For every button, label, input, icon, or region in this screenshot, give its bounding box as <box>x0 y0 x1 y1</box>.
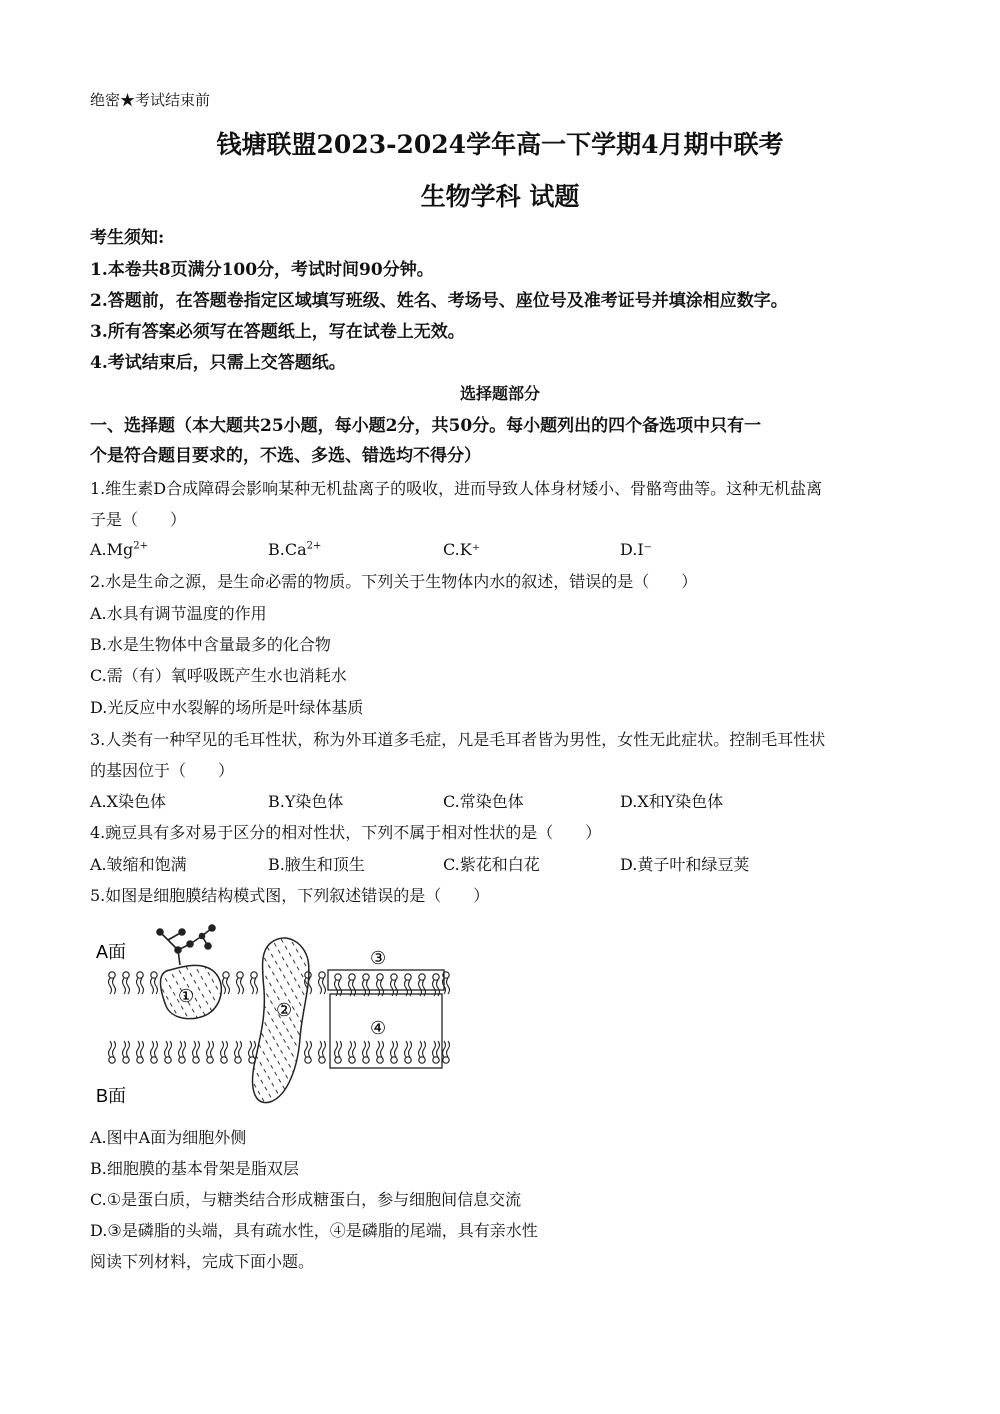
q1-stem-2: 子是（ ） <box>90 510 187 529</box>
mark-2: ② <box>276 1000 293 1021</box>
reading-prompt: 阅读下列材料，完成下面小题。 <box>90 1252 315 1271</box>
glycoprotein-chain <box>157 925 215 965</box>
q3-option-b: B.Y染色体 <box>268 792 344 811</box>
q2-option-a: A.水具有调节温度的作用 <box>90 604 267 623</box>
mark-3: ③ <box>370 948 387 969</box>
cell-membrane-figure <box>90 920 470 1110</box>
q1-option-a: $A.Mg^{2+}$ <box>90 540 149 559</box>
section-instructions-2: 个是符合题目要求的，不选、多选、错选均不得分） <box>90 446 481 466</box>
q5-option-c: C.①是蛋白质，与糖类结合形成糖蛋白，参与细胞间信息交流 <box>90 1190 522 1209</box>
q3-stem-2: 的基因位于（ ） <box>90 761 235 780</box>
notice-item-3: 3.所有答案必须写在答题纸上，写在试卷上无效。 <box>90 322 465 342</box>
exam-title: 钱塘联盟2023-2024学年高一下学期4月期中联考 <box>216 130 784 159</box>
secret-label: 绝密★考试结束前 <box>90 91 211 109</box>
mark-4: ④ <box>370 1018 387 1039</box>
q1-option-d: D.I⁻ <box>620 540 653 559</box>
notice-item-4: 4.考试结束后，只需上交答题纸。 <box>90 353 346 373</box>
q1-option-c: C.K⁺ <box>443 540 481 559</box>
q4-stem: 4.豌豆具有多对易于区分的相对性状，下列不属于相对性状的是（ ） <box>90 823 602 842</box>
mark-1: ① <box>178 986 195 1007</box>
notice-heading: 考生须知: <box>90 228 165 248</box>
exam-subtitle: 生物学科 试题 <box>420 182 580 211</box>
section-instructions-1: 一、选择题（本大题共25小题，每小题2分，共50分。每小题列出的四个备选项中只有一 <box>90 416 762 436</box>
q4-option-b: B.腋生和顶生 <box>268 855 365 874</box>
q2-option-c: C.需（有）氧呼吸既产生水也消耗水 <box>90 666 347 685</box>
label-b-side: B面 <box>96 1086 127 1106</box>
q4-option-a: A.皱缩和饱满 <box>90 855 187 874</box>
q2-option-b: B.水是生物体中含量最多的化合物 <box>90 635 331 654</box>
notice-item-1: 1.本卷共8页满分100分，考试时间90分钟。 <box>90 260 434 280</box>
q5-option-b: B.细胞膜的基本骨架是脂双层 <box>90 1159 299 1178</box>
q1-option-b: $B.Ca^{2+}$ <box>268 540 322 559</box>
q2-stem: 2.水是生命之源，是生命必需的物质。下列关于生物体内水的叙述，错误的是（ ） <box>90 572 698 591</box>
notice-item-2: 2.答题前，在答题卷指定区域填写班级、姓名、考场号、座位号及准考证号并填涂相应数字。 <box>90 291 788 311</box>
q3-stem-1: 3.人类有一种罕见的毛耳性状，称为外耳道多毛症，凡是毛耳者皆为男性，女性无此症状。控制毛耳性状 <box>90 730 826 749</box>
q4-option-c: C.紫花和白花 <box>443 855 540 874</box>
q4-option-d: D.黄子叶和绿豆荚 <box>620 855 750 874</box>
q1-stem-1: 1.维生素D合成障碍会影响某种无机盐离子的吸收，进而导致人体身材矮小、骨骼弯曲等。这种无机盐离 <box>90 479 823 498</box>
q5-stem: 5.如图是细胞膜结构模式图，下列叙述错误的是（ ） <box>90 886 490 905</box>
q3-option-a: A.X染色体 <box>90 792 167 811</box>
section-title: 选择题部分 <box>459 384 540 403</box>
q3-option-c: C.常染色体 <box>443 792 524 811</box>
q5-option-d: D.③是磷脂的头端，具有疏水性，④是磷脂的尾端，具有亲水性 <box>90 1221 538 1240</box>
q2-option-d: D.光反应中水裂解的场所是叶绿体基质 <box>90 698 364 717</box>
q3-option-d: D.X和Y染色体 <box>620 792 724 811</box>
label-a-side: A面 <box>96 942 127 962</box>
q5-option-a: A.图中A面为细胞外侧 <box>90 1128 247 1147</box>
